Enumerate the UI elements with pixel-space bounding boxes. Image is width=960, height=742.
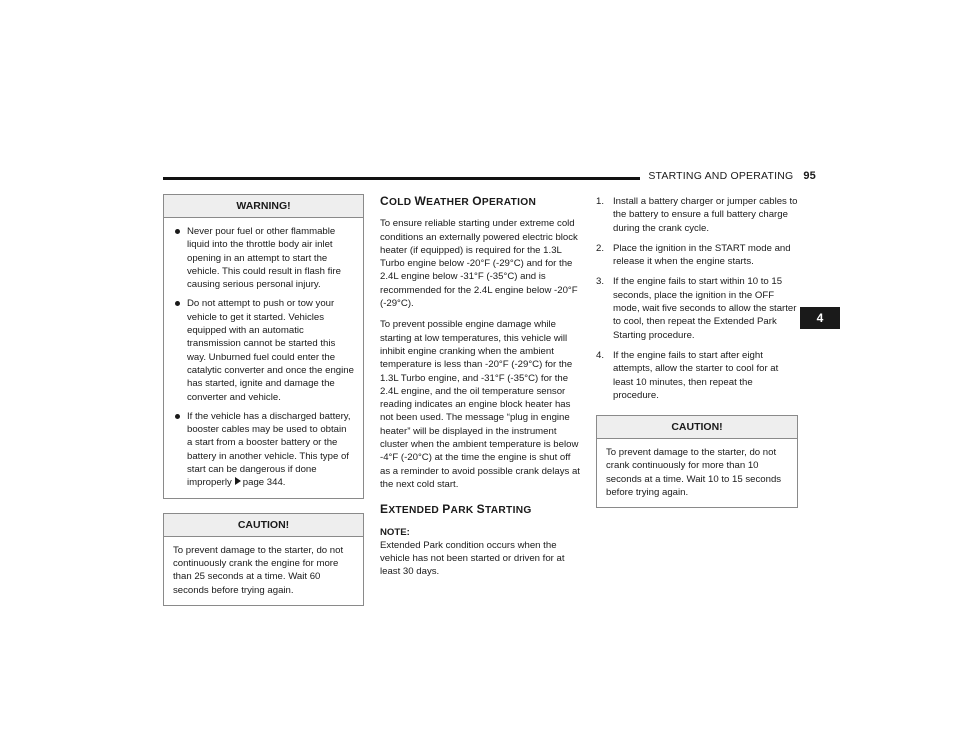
warning-body <box>164 218 363 498</box>
caution-body-right <box>597 439 797 507</box>
section-title: STARTING AND OPERATING <box>648 170 794 182</box>
step-number: 1. <box>596 196 605 207</box>
bullet-icon <box>175 229 180 234</box>
middle-column <box>380 195 580 587</box>
step-number: 3. <box>596 276 605 288</box>
warning-item-text: If the vehicle has a discharged battery, booster cables may be used to obtain a start from a booster battery or the battery in another vehicle. This type of start can be dangerous if done improperly <box>187 410 351 489</box>
step-number: 4. <box>596 349 605 361</box>
warning-item <box>173 410 354 490</box>
step-text: Install a battery charger or jumper cables to the battery to ensure a full battery charge during the crank cycle. <box>613 196 798 234</box>
chapter-tab[interactable]: 4 <box>800 307 840 329</box>
note-label: NOTE: <box>380 526 410 538</box>
step-text: If the engine fails to start within 10 to 15 seconds, place the ignition in the OFF mode, wait five seconds to allow the starter to cool, then repeat the Extended Park Starting procedure. <box>613 276 797 341</box>
running-head <box>640 170 816 182</box>
warning-list <box>173 225 354 490</box>
right-column <box>596 195 798 508</box>
step-text: If the engine fails to start after eight attempts, allow the starter to cool for at least 10 minutes, then repeat the procedure. <box>613 349 779 401</box>
note <box>380 526 580 579</box>
warning-item <box>173 225 354 291</box>
steps-list <box>596 195 798 402</box>
page-ref-link[interactable]: page 344. <box>242 477 286 489</box>
caution-title-right: CAUTION! <box>597 416 797 439</box>
left-column <box>163 194 364 606</box>
cold-weather-heading: COLD WEATHER OPERATION <box>380 194 537 208</box>
bullet-icon <box>175 414 180 419</box>
warning-item-text: Do not attempt to push or tow your vehicle to get it started. Vehicles equipped with an automatic transmission cannot be started this way. Unburned fuel could enter the catalytic converter and once the engine has started, ignite and damage the converter and vehicle. <box>187 298 354 403</box>
caution-box-right <box>596 415 798 508</box>
caution-box-left <box>163 513 364 606</box>
step-item <box>596 275 798 341</box>
step-item <box>596 242 798 269</box>
caution-body-left <box>164 537 363 605</box>
step-text: Place the ignition in the START mode and release it when the engine starts. <box>613 242 791 268</box>
warning-item-text: Never pour fuel or other flammable liquid into the throttle body air inlet opening in an attempt to start the vehicle. This could result in flash fire causing serious personal injury. <box>187 226 341 291</box>
note-text: Extended Park condition occurs when the vehicle has not been started or driven for at least 30 days. <box>380 539 565 578</box>
caution-text-left: To prevent damage to the starter, do not continuously crank the engine for more than 25 seconds at a time. Wait 60 seconds before trying again. <box>173 544 344 596</box>
step-item <box>596 195 798 235</box>
bullet-icon <box>175 301 180 306</box>
cold-weather-paragraph: To prevent possible engine damage while starting at low temperatures, this vehicle will inhibit engine cranking when the ambient temperature is less than -20°F (-29°C) for the 1.3L Turbo engine, and -31°F (-35°C) for the 2.4L engine, and the oil temperature sensor reading indicates an engine block heater has not been used. The message “plug in engine heater” will be displayed in the instrument cluster when the ambient temperature is below -4°F (-20°C) at the time the engine is shut off as a reminder to avoid possible crank delays at the next cold start. <box>380 319 580 490</box>
step-item <box>596 349 798 402</box>
cold-weather-paragraph: To ensure reliable starting under extreme cold conditions an externally powered electric block heater (if equipped) is required for the 1.3L Turbo engine below -20°F (-29°C) and for the 2.4L engine below -31°F (-35°C) and is recommended for the 2.4L engine below -20°F (-29°C). <box>380 218 578 310</box>
extended-park-heading: EXTENDED PARK STARTING <box>380 502 532 517</box>
step-number: 2. <box>596 242 605 254</box>
caution-title-left: CAUTION! <box>164 514 363 537</box>
warning-box <box>163 194 364 499</box>
page-ref-arrow-icon <box>235 477 241 485</box>
warning-title: WARNING! <box>164 195 363 218</box>
page-number: 95 <box>803 170 816 182</box>
warning-item <box>173 297 354 403</box>
caution-text-right: To prevent damage to the starter, do not crank continuously for more than 10 seconds at a time. Wait 10 to 15 seconds before trying again. <box>606 447 782 499</box>
